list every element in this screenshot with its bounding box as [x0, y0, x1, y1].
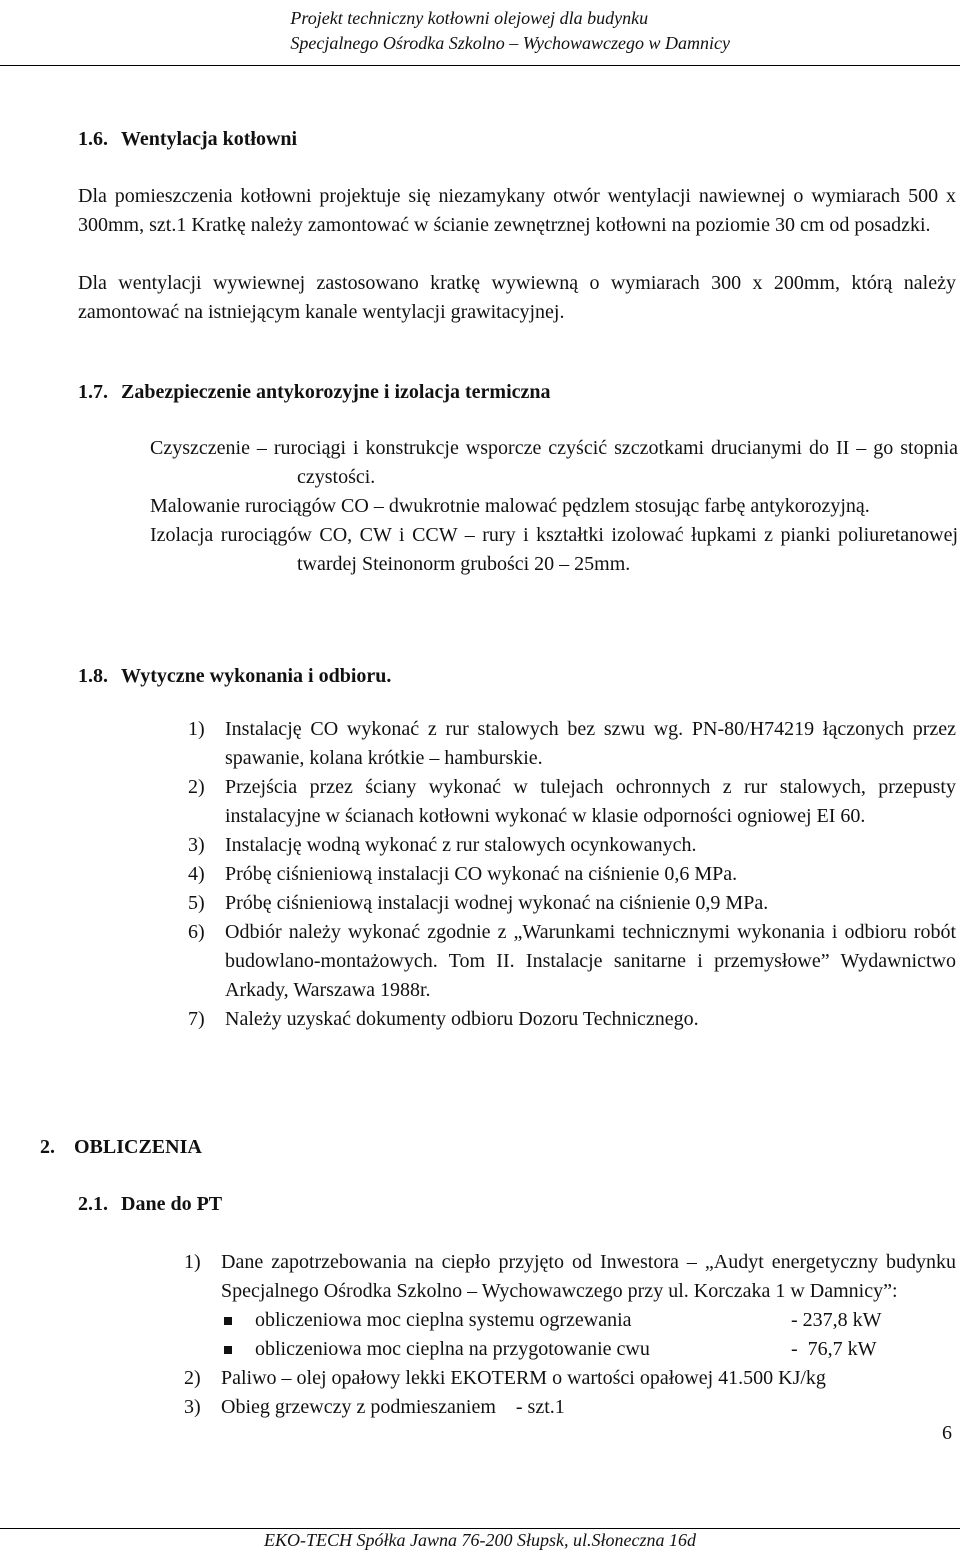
list-text: Odbiór należy wykonać zgodnie z „Warunkami technicznymi wykonania i odbioru robót budowlano-montażowych. Tom II. Instalacje sanitarne i przemysłowe” Wydawnictwo Arkady, Warszawa 1988r.: [225, 921, 956, 1001]
list-text: Dane zapotrzebowania na ciepło przyjęto od Inwestora – „Audyt energetyczny budynku Specjalnego Ośrodka Szkolno – Wychowawczego przy ul. Korczaka 1 w Damnicy”:: [221, 1251, 956, 1302]
list-item: [188, 889, 956, 918]
list-item: Malowanie rurociągów CO – dwukrotnie malować pędzlem stosując farbę antykorozyjną.: [150, 495, 870, 517]
design-data-list: [184, 1248, 956, 1422]
list-number: 1): [184, 1251, 201, 1273]
paragraph-ventilation-intake: Dla pomieszczenia kotłowni projektuje się niezamykany otwór wentylacji nawiewnej o wymiarach 500 x 300mm, szt.1 Kratkę należy zamontować w ścianie zewnętrznej kotłowni na poziomie 30 cm od posadzki.: [78, 185, 956, 236]
heading-title: OBLICZENIA: [74, 1136, 202, 1158]
heading-1-7: [78, 381, 551, 404]
list-item: [188, 860, 956, 889]
heading-1-8: [78, 665, 391, 688]
heading-title: Zabezpieczenie antykorozyjne i izolacja termiczna: [121, 381, 551, 403]
page-number: 6: [942, 1422, 952, 1444]
heading-number: 1.8.: [78, 665, 108, 687]
heading-2: [40, 1136, 202, 1159]
square-bullet-icon: [224, 1317, 232, 1325]
bullet-item: [221, 1306, 956, 1335]
list-item: [188, 831, 956, 860]
list-number: 4): [188, 863, 205, 885]
list-number: 6): [188, 921, 205, 943]
heading-number: 1.6.: [78, 128, 108, 150]
list-item: [184, 1364, 956, 1393]
list-text: Obieg grzewczy z podmieszaniem - szt.1: [221, 1396, 565, 1418]
heading-title: Wytyczne wykonania i odbioru.: [121, 665, 392, 687]
bullet-item: [221, 1335, 956, 1364]
header-line-1: Projekt techniczny kotłowni olejowej dla budynku: [290, 8, 649, 28]
heading-number: 1.7.: [78, 381, 108, 403]
footer-divider: [0, 1528, 960, 1529]
heading-1-6: [78, 128, 297, 151]
page-footer: EKO-TECH Spółka Jawna 76-200 Słupsk, ul.Słoneczna 16d: [264, 1530, 696, 1550]
list-item: Czyszczenie – rurociągi i konstrukcje wsporcze czyścić szczotkami drucianymi do II – go stopnia czystości.: [150, 437, 958, 488]
heading-title: Wentylacja kotłowni: [121, 128, 298, 150]
bullet-label: obliczeniowa moc cieplna systemu ogrzewania: [255, 1309, 632, 1331]
header-line-2: Specjalnego Ośrodka Szkolno – Wychowawczego w Damnicy: [290, 33, 730, 53]
list-item: [188, 715, 956, 773]
square-bullet-icon: [224, 1346, 232, 1354]
list-item: [188, 918, 956, 1005]
list-text: Próbę ciśnieniową instalacji wodnej wykonać na ciśnienie 0,9 MPa.: [225, 892, 769, 914]
list-text: Instalację wodną wykonać z rur stalowych ocynkowanych.: [225, 834, 697, 856]
heading-number: 2.: [40, 1136, 55, 1158]
page-header: [290, 6, 730, 56]
list-number: 3): [184, 1396, 201, 1418]
list-item: [188, 773, 956, 831]
guidelines-list: [188, 715, 956, 1034]
list-number: 2): [188, 776, 205, 798]
bullet-value: - 76,7 kW: [791, 1338, 877, 1360]
list-item: Izolacja rurociągów CO, CW i CCW – rury i kształtki izolować łupkami z pianki poliuretanowej twardej Steinonorm grubości 20 – 25mm.: [150, 524, 958, 575]
corrosion-protection-list: [150, 434, 958, 579]
list-text: Próbę ciśnieniową instalacji CO wykonać na ciśnienie 0,6 MPa.: [225, 863, 738, 885]
paragraph-ventilation-exhaust: Dla wentylacji wywiewnej zastosowano kratkę wywiewną o wymiarach 300 x 200mm, którą należy zamontować na istniejącym kanale wentylacji grawitacyjnej.: [78, 272, 956, 323]
list-number: 3): [188, 834, 205, 856]
heading-number: 2.1.: [78, 1193, 108, 1215]
list-number: 2): [184, 1367, 201, 1389]
list-number: 5): [188, 892, 205, 914]
list-text: Paliwo – olej opałowy lekki EKOTERM o wartości opałowej 41.500 KJ/kg: [221, 1367, 826, 1389]
list-number: 1): [188, 718, 205, 740]
bullet-label: obliczeniowa moc cieplna na przygotowanie cwu: [255, 1338, 650, 1360]
list-item: [188, 1005, 956, 1034]
list-text: Przejścia przez ściany wykonać w tulejach ochronnych z rur stalowych, przepusty instalacyjne w ścianach kotłowni wykonać w klasie odporności ogniowej EI 60.: [225, 776, 956, 827]
list-item: [184, 1248, 956, 1306]
header-divider: [0, 65, 960, 66]
list-text: Należy uzyskać dokumenty odbioru Dozoru Technicznego.: [225, 1008, 699, 1030]
heading-2-1: [78, 1193, 222, 1216]
bullet-value: - 237,8 kW: [791, 1309, 882, 1331]
list-text: Instalację CO wykonać z rur stalowych bez szwu wg. PN-80/H74219 łączonych przez spawanie, kolana krótkie – hamburskie.: [225, 718, 956, 769]
bullet-group: [184, 1306, 956, 1364]
list-number: 7): [188, 1008, 205, 1030]
list-item: [184, 1393, 956, 1422]
heading-title: Dane do PT: [121, 1193, 223, 1215]
